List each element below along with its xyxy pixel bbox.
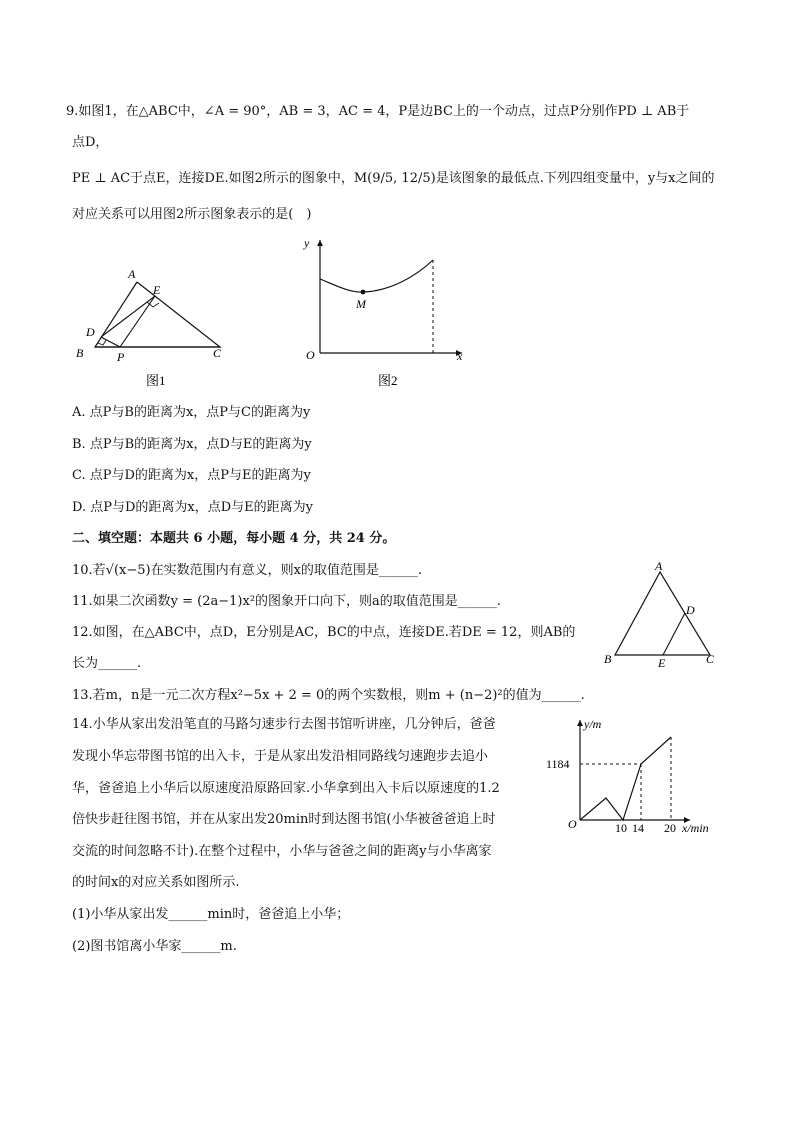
q14-graph-ymark: 1184 — [546, 757, 570, 771]
q9-option-c: C. 点P与D的距离为x，点P与E的距离为y — [72, 468, 311, 483]
q12-line1: 12.如图，在△ABC中，点D，E分别是AC，BC的中点，连接DE.若DE = 12，则AB的 — [72, 625, 576, 640]
q9-option-d: D. 点P与D的距离为x，点D与E的距离为y — [72, 500, 313, 515]
q14-sub1: (1)小华从家出发______min时，爸爸追上小华； — [72, 907, 350, 922]
q12-label-B: B — [604, 652, 612, 666]
q14-line6: 的时间x的对应关系如图所示. — [72, 875, 240, 890]
fig2-caption: 图2 — [378, 373, 398, 388]
q14-graph-xtick-14: 14 — [632, 821, 644, 835]
q9-figure2 — [290, 235, 470, 390]
q14-graph — [540, 712, 730, 837]
q13-text: 13.若m，n是一元二次方程x²−5x + 2 = 0的两个实数根，则m + (n−2)²的值为______. — [72, 688, 585, 703]
section2-title: 二、填空题：本题共 6 小题，每小题 4 分，共 24 分。 — [72, 531, 396, 546]
q14-line5: 交流的时间忽略不计).在整个过程中，小华与爸爸之间的距离y与小华离家 — [72, 844, 492, 859]
q14-graph-xlabel: x/min — [682, 821, 709, 835]
q12-label-D: D — [686, 603, 695, 617]
q12-line2: 长为______. — [72, 656, 142, 671]
q14-line3: 华，爸爸追上小华后以原速度沿原路回家.小华拿到出入卡后以原速度的1.2 — [72, 781, 500, 796]
q14-line2: 发现小华忘带图书馆的出入卡，于是从家出发沿相同路线匀速跑步去追小 — [72, 749, 489, 764]
q14-graph-xtick-20: 20 — [664, 821, 676, 835]
q12-label-A: A — [655, 559, 663, 573]
fig1-label-E: E — [153, 283, 161, 297]
fig1-label-P: P — [117, 350, 125, 364]
q9-line4: 对应关系可以用图2所示图象表示的是( ) — [72, 207, 312, 222]
fig2-label-y: y — [304, 236, 310, 250]
q9-line3: PE ⊥ AC于点E，连接DE.如图2所示的图象中，M(9/5, 12/5)是该图象的最低点.下列四组变量中，y与x之间的 — [72, 171, 715, 186]
fig1-label-D: D — [86, 325, 95, 339]
q14-sub2: (2)图书馆离小华家______m. — [72, 939, 237, 954]
fig2-label-M: M — [356, 297, 366, 311]
q9-option-b: B. 点P与B的距离为x，点D与E的距离为y — [72, 437, 312, 452]
q12-figure — [600, 560, 725, 670]
q9-line1: 9.如图1，在△ABC中，∠A = 90°，AB = 3，AC = 4，P是边BC上的一个动点，过点P分别作PD ⊥ AB于 — [66, 104, 690, 119]
fig1-label-C: C — [213, 346, 222, 360]
q14-line4: 倍快步赶往图书馆，并在从家出发20min时到达图书馆(小华被爸爸追上时 — [72, 812, 496, 827]
q14-graph-ylabel: y/m — [584, 717, 602, 731]
q10-text: 10.若√(x−5)在实数范围内有意义，则x的取值范围是______. — [72, 563, 423, 578]
q9-figure1 — [70, 265, 240, 390]
fig1-caption: 图1 — [146, 373, 166, 388]
q11-text: 11.如果二次函数y = (2a−1)x²的图象开口向下，则a的取值范围是______. — [72, 594, 501, 609]
q9-line2: 点D， — [72, 135, 109, 150]
fig1-label-B: B — [76, 346, 84, 360]
q9-option-a: A. 点P与B的距离为x，点P与C的距离为y — [72, 405, 311, 420]
fig2-label-x: x — [457, 349, 463, 363]
q14-line1: 14.小华从家出发沿笔直的马路匀速步行去图书馆听讲座，几分钟后，爸爸 — [72, 717, 496, 732]
q14-graph-xtick-10: 10 — [615, 821, 627, 835]
fig1-label-A: A — [128, 267, 136, 281]
fig2-label-O: O — [306, 348, 315, 362]
q12-label-E: E — [658, 656, 666, 670]
q12-label-C: C — [706, 652, 715, 666]
q14-graph-origin: O — [568, 817, 577, 831]
